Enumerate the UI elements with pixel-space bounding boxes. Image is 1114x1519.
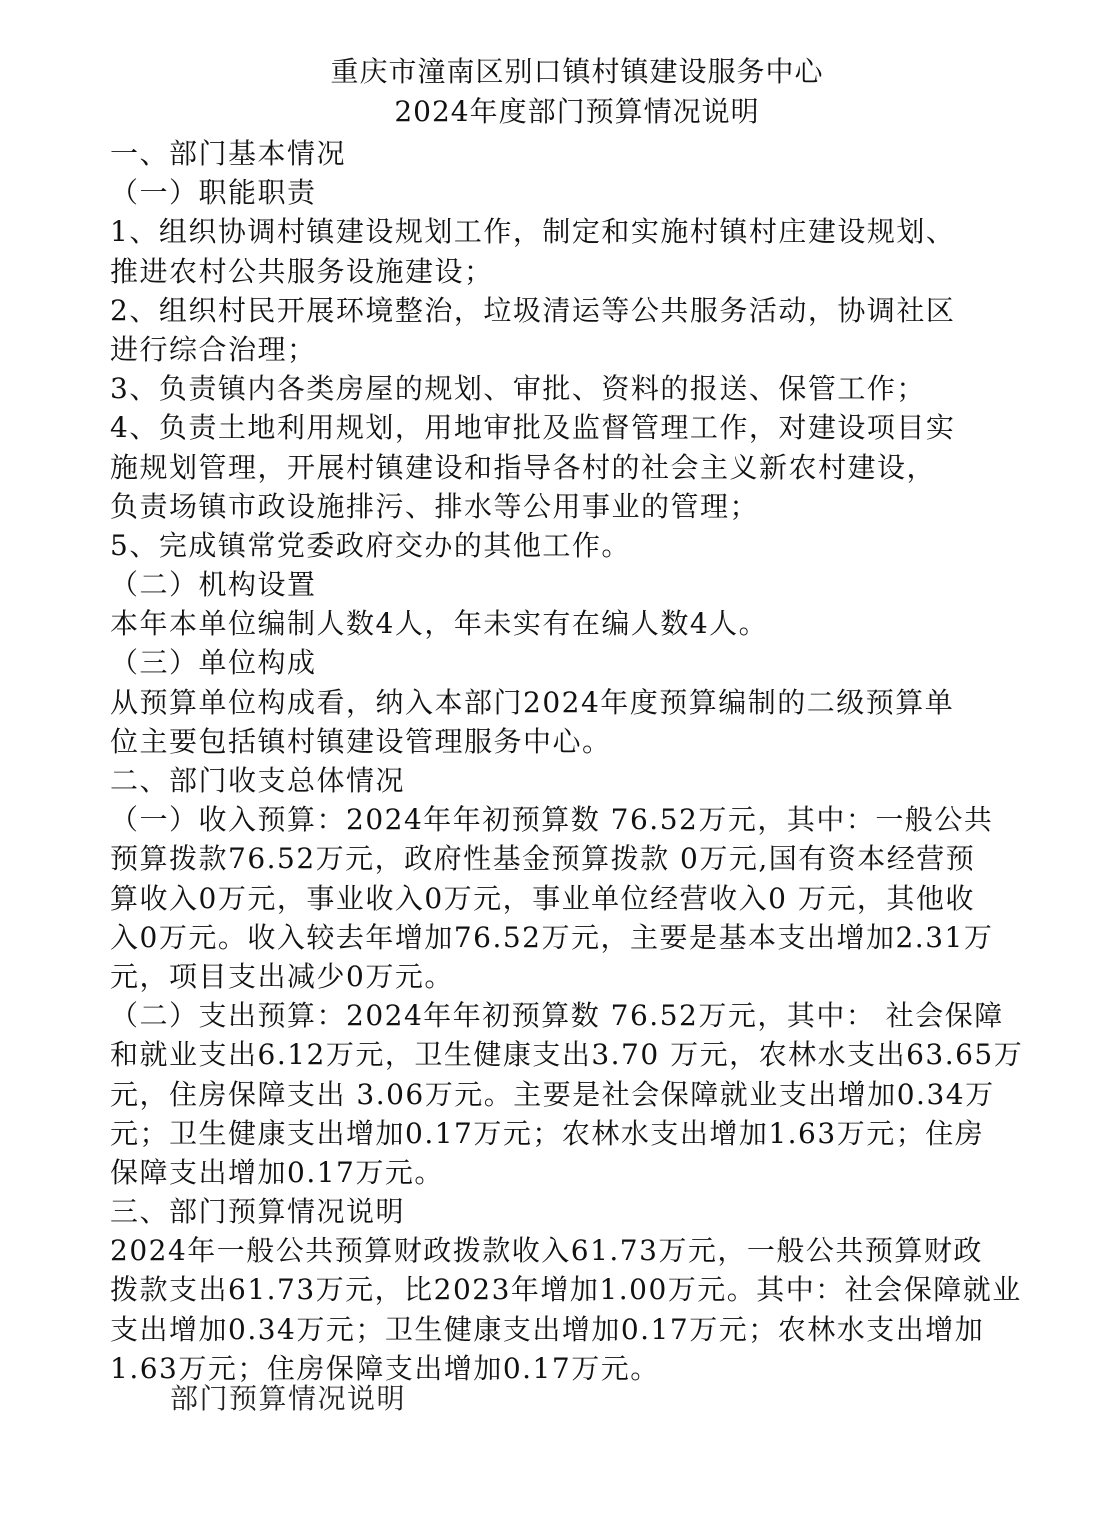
paragraph-line: 算收入0万元，事业收入0万元，事业单位经营收入0 万元，其他收 xyxy=(110,881,975,915)
paragraph-line: 推进农村公共服务设施建设； xyxy=(110,254,494,288)
paragraph-line: 预算拨款76.52万元，政府性基金预算拨款 0万元,国有资本经营预 xyxy=(110,842,976,876)
paragraph-line: 施规划管理，开展村镇建设和指导各村的社会主义新农村建设， xyxy=(110,450,937,484)
paragraph-line: 拨款支出61.73万元，比2023年增加1.00万元。其中：社会保障就业 xyxy=(110,1273,1022,1307)
paragraph-line: 元；卫生健康支出增加0.17万元；农林水支出增加1.63万元；住房 xyxy=(110,1116,985,1150)
document-body xyxy=(110,134,1024,1388)
cut-off-text: 部门预算情况说明 xyxy=(170,1382,407,1415)
section-heading: 一、部门基本情况 xyxy=(110,137,347,170)
paragraph-line: 元，住房保障支出 3.06万元。主要是社会保障就业支出增加0.34万 xyxy=(110,1077,995,1111)
paragraph-line: 负责场镇市政设施排污、排水等公用事业的管理； xyxy=(110,489,760,523)
paragraph-line: 保障支出增加0.17万元。 xyxy=(110,1155,444,1189)
paragraph-line: 元，项目支出减少0万元。 xyxy=(110,959,454,993)
paragraph-line: 1.63万元；住房保障支出增加0.17万元。 xyxy=(110,1351,660,1385)
paragraph-line: 4、负责土地利用规划，用地审批及监督管理工作，对建设项目实 xyxy=(110,411,956,445)
paragraph-line: 3、负责镇内各类房屋的规划、审批、资料的报送、保管工作； xyxy=(110,372,926,406)
paragraph-line: 进行综合治理； xyxy=(110,332,317,366)
section-heading: 三、部门预算情况说明 xyxy=(110,1195,406,1229)
paragraph-line: （二）支出预算：2024年年初预算数 76.52万元，其中： 社会保障 xyxy=(110,999,1004,1033)
paragraph-line: 本年本单位编制人数4人，年未实有在编人数4人。 xyxy=(110,607,769,641)
document-subtitle: 2024年度部门预算情况说明 xyxy=(394,95,760,128)
paragraph-line: （一）收入预算：2024年年初预算数 76.52万元，其中：一般公共 xyxy=(110,803,994,837)
paragraph-line: 支出增加0.34万元；卫生健康支出增加0.17万元；农林水支出增加 xyxy=(110,1312,985,1346)
paragraph-line: 2024年一般公共预算财政拨款收入61.73万元，一般公共预算财政 xyxy=(110,1234,983,1268)
paragraph-line: 从预算单位构成看，纳入本部门2024年度预算编制的二级预算单 xyxy=(110,685,955,719)
paragraph-line: 5、完成镇常党委政府交办的其他工作。 xyxy=(110,528,631,562)
paragraph-line: 位主要包括镇村镇建设管理服务中心。 xyxy=(110,724,612,758)
cut-off-line xyxy=(110,1382,407,1419)
document-title: 重庆市潼南区别口镇村镇建设服务中心 xyxy=(330,55,824,88)
section-heading: 二、部门收支总体情况 xyxy=(110,764,406,797)
subsection-heading: （二）机构设置 xyxy=(110,568,317,602)
paragraph-line: 和就业支出6.12万元，卫生健康支出3.70 万元，农林水支出63.65万 xyxy=(110,1038,1024,1072)
subsection-heading: （一）职能职责 xyxy=(110,176,317,210)
subsection-heading: （三）单位构成 xyxy=(110,646,317,680)
paragraph-line: 2、组织村民开展环境整治，垃圾清运等公共服务活动，协调社区 xyxy=(110,293,956,327)
paragraph-line: 入0万元。收入较去年增加76.52万元，主要是基本支出增加2.31万 xyxy=(110,920,994,954)
paragraph-line: 1、组织协调村镇建设规划工作，制定和实施村镇村庄建设规划、 xyxy=(110,215,956,249)
